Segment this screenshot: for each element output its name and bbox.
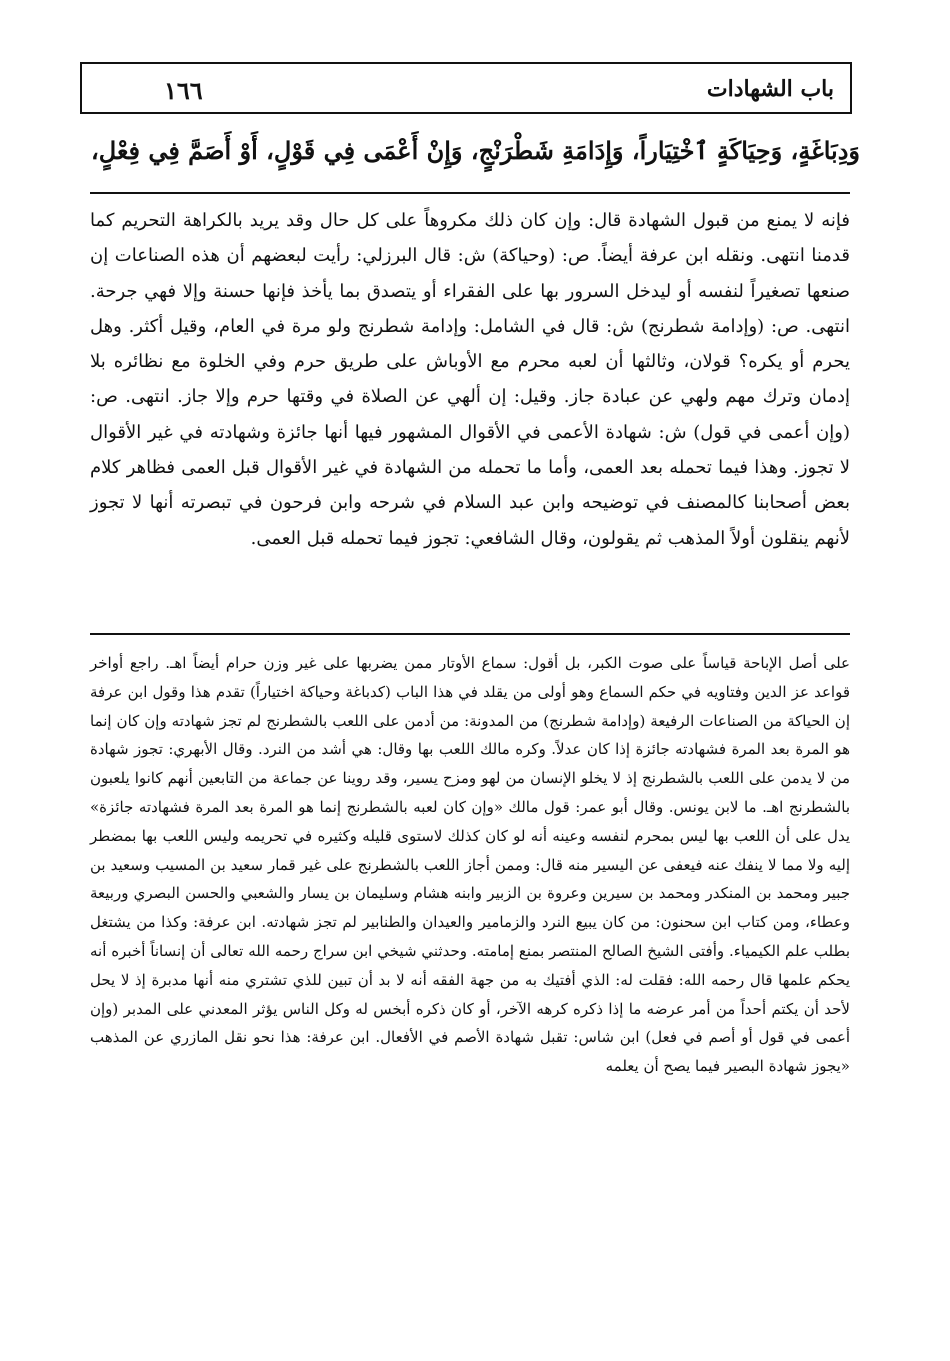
chapter-title: باب الشهادات	[706, 76, 834, 102]
divider-line	[90, 192, 850, 194]
matn-text: وَدِبَاغَةٍ، وَحِيَاكَةٍ ٱخْتِيَاراً، وَإِدَامَةِ شَطْرَنْجٍ، وَإِنْ أَعْمَى فِي قَوْلٍ، أَوْ أَصَمَّ فِي فِعْلٍ،	[91, 136, 860, 165]
page-number: ١٦٦	[164, 76, 203, 105]
footnote-divider	[90, 633, 850, 635]
running-header	[80, 62, 852, 114]
footnote-text: على أصل الإباحة قياساً على صوت الكبر، بل أقول: سماع الأوتار ممن يضربها على غير وزن حرام أيضاً اهـ. راجع أواخر قواعد عز الدين وفتاويه في حكم السماع وهو أولى من يقلد في هذا الباب (كدباغة وحياكة اختياراً) تقدم هذا وقول ابن عرفة إن الحياكة من الصناعات الرفيعة (وإدامة شطرنج) من المدونة: من أدمن على اللعب بالشطرنج لم تجز شهادته وإن كان إنما هو المرة بعد المرة فشهادته جائزة إذا كان عدلاً. وكره مالك اللعب بها وقال: هي أشد من النرد. وقال الأبهري: تجوز شهادة من لا يدمن على اللعب بالشطرنج إذ لا يخلو الإنسان من لهو ومزح يسير، وقد روينا عن جماعة من التابعين أنهم كانوا يلعبون بالشطرنج اهـ. ما لابن يونس. وقال أبو عمر: قول مالك «وإن كان لعبه بالشطرنج إنما هو المرة بعد المرة فشهادته جائزة» يدل على أن اللعب بها ليس بمحرم لنفسه وعينه أنه لو كان كذلك لاستوى قليله وكثيره في تحريمه وليس اللعب بها بمضطر إليه ولا مما لا ينفك عنه فيعفى عن اليسير منه قال: وممن أجاز اللعب بالشطرنج على غير قمار سعيد بن المسيب وسعيد بن جبير ومحمد بن المنكدر ومحمد بن سيرين وعروة بن الزبير وابنه هشام وسليمان بن يسار والشعبي والحسن البصري وربيعة وعطاء، ومن كتاب ابن سحنون: من كان يبيع النرد والزمامير والعيدان والطنابير لم تجز شهادته. ابن عرفة: وكذا من يشتغل بطلب علم الكيمياء. وأفتى الشيخ الصالح المنتصر بمنع إمامته. وحدثني شيخي ابن سراج رحمه الله تعالى أن إنساناً أخبره أنه يحكم علمها قال رحمه الله: فقلت له: الذي أفتيك به من جهة الفقه أنه لا بد أن تبين للذي تشتري منه أنها مدبرة إذ لا يحل لأحد أن يكتم أحداً من أمر عرضه ما إذا ذكره كرهه الآخر، أو كان ذكره أبخس له وكل الناس يؤثر المعدني على المدبر (وإن أعمى في قول أو أصم في فعل) ابن شاس: تقبل شهادة الأصم في الأفعال. ابن عرفة: هذا نحو نقل المازري عن المذهب «يجوز شهادة البصير فيما يصح أن يعلمه	[90, 654, 851, 1076]
commentary-text: فإنه لا يمنع من قبول الشهادة قال: وإن كان ذلك مكروهاً على كل حال وقد يريد بالكراهة التحريم كما قدمنا انتهى. ونقله ابن عرفة أيضاً. ص: (وحياكة) ش: قال البرزلي: رأيت لبعضهم أن هذه الصناعات إن صنعها تصغيراً لنفسه أو ليدخل السرور بها على الفقراء أو يتصدق بما يأخذ فإنها حسنة وإلا فهي جرحة. انتهى. ص: (وإدامة شطرنج) ش: قال في الشامل: وإدامة شطرنج ولو مرة في العام، وقيل أكثر. وهل يحرم أو يكره؟ قولان، وثالثها أن لعبه محرم مع الأوباش على طريق حرم وفي الخلوة مع نظائره بلا إدمان وترك مهم ولهي عن عبادة جاز. وقيل: إن ألهي عن الصلاة في وقتها حرم وإلا جاز. انتهى. ص: (وإن أعمى في قول) ش: شهادة الأعمى في الأقوال المشهور فيها أنها جائزة وشهادته في غير الأقوال لا تجوز. وهذا فيما تحمله بعد العمى، وأما ما تحمله من الشهادة في غير الأقوال قبل العمى فظاهر كلام بعض أصحابنا كالمصنف في توضيحه وابن عبد السلام في شرحه وابن فرحون في تبصرته أنها لا تجوز لأنهم ينقلون أولاً المذهب ثم يقولون، وقال الشافعي: تجوز فيما تحمله قبل العمى.	[90, 210, 850, 549]
